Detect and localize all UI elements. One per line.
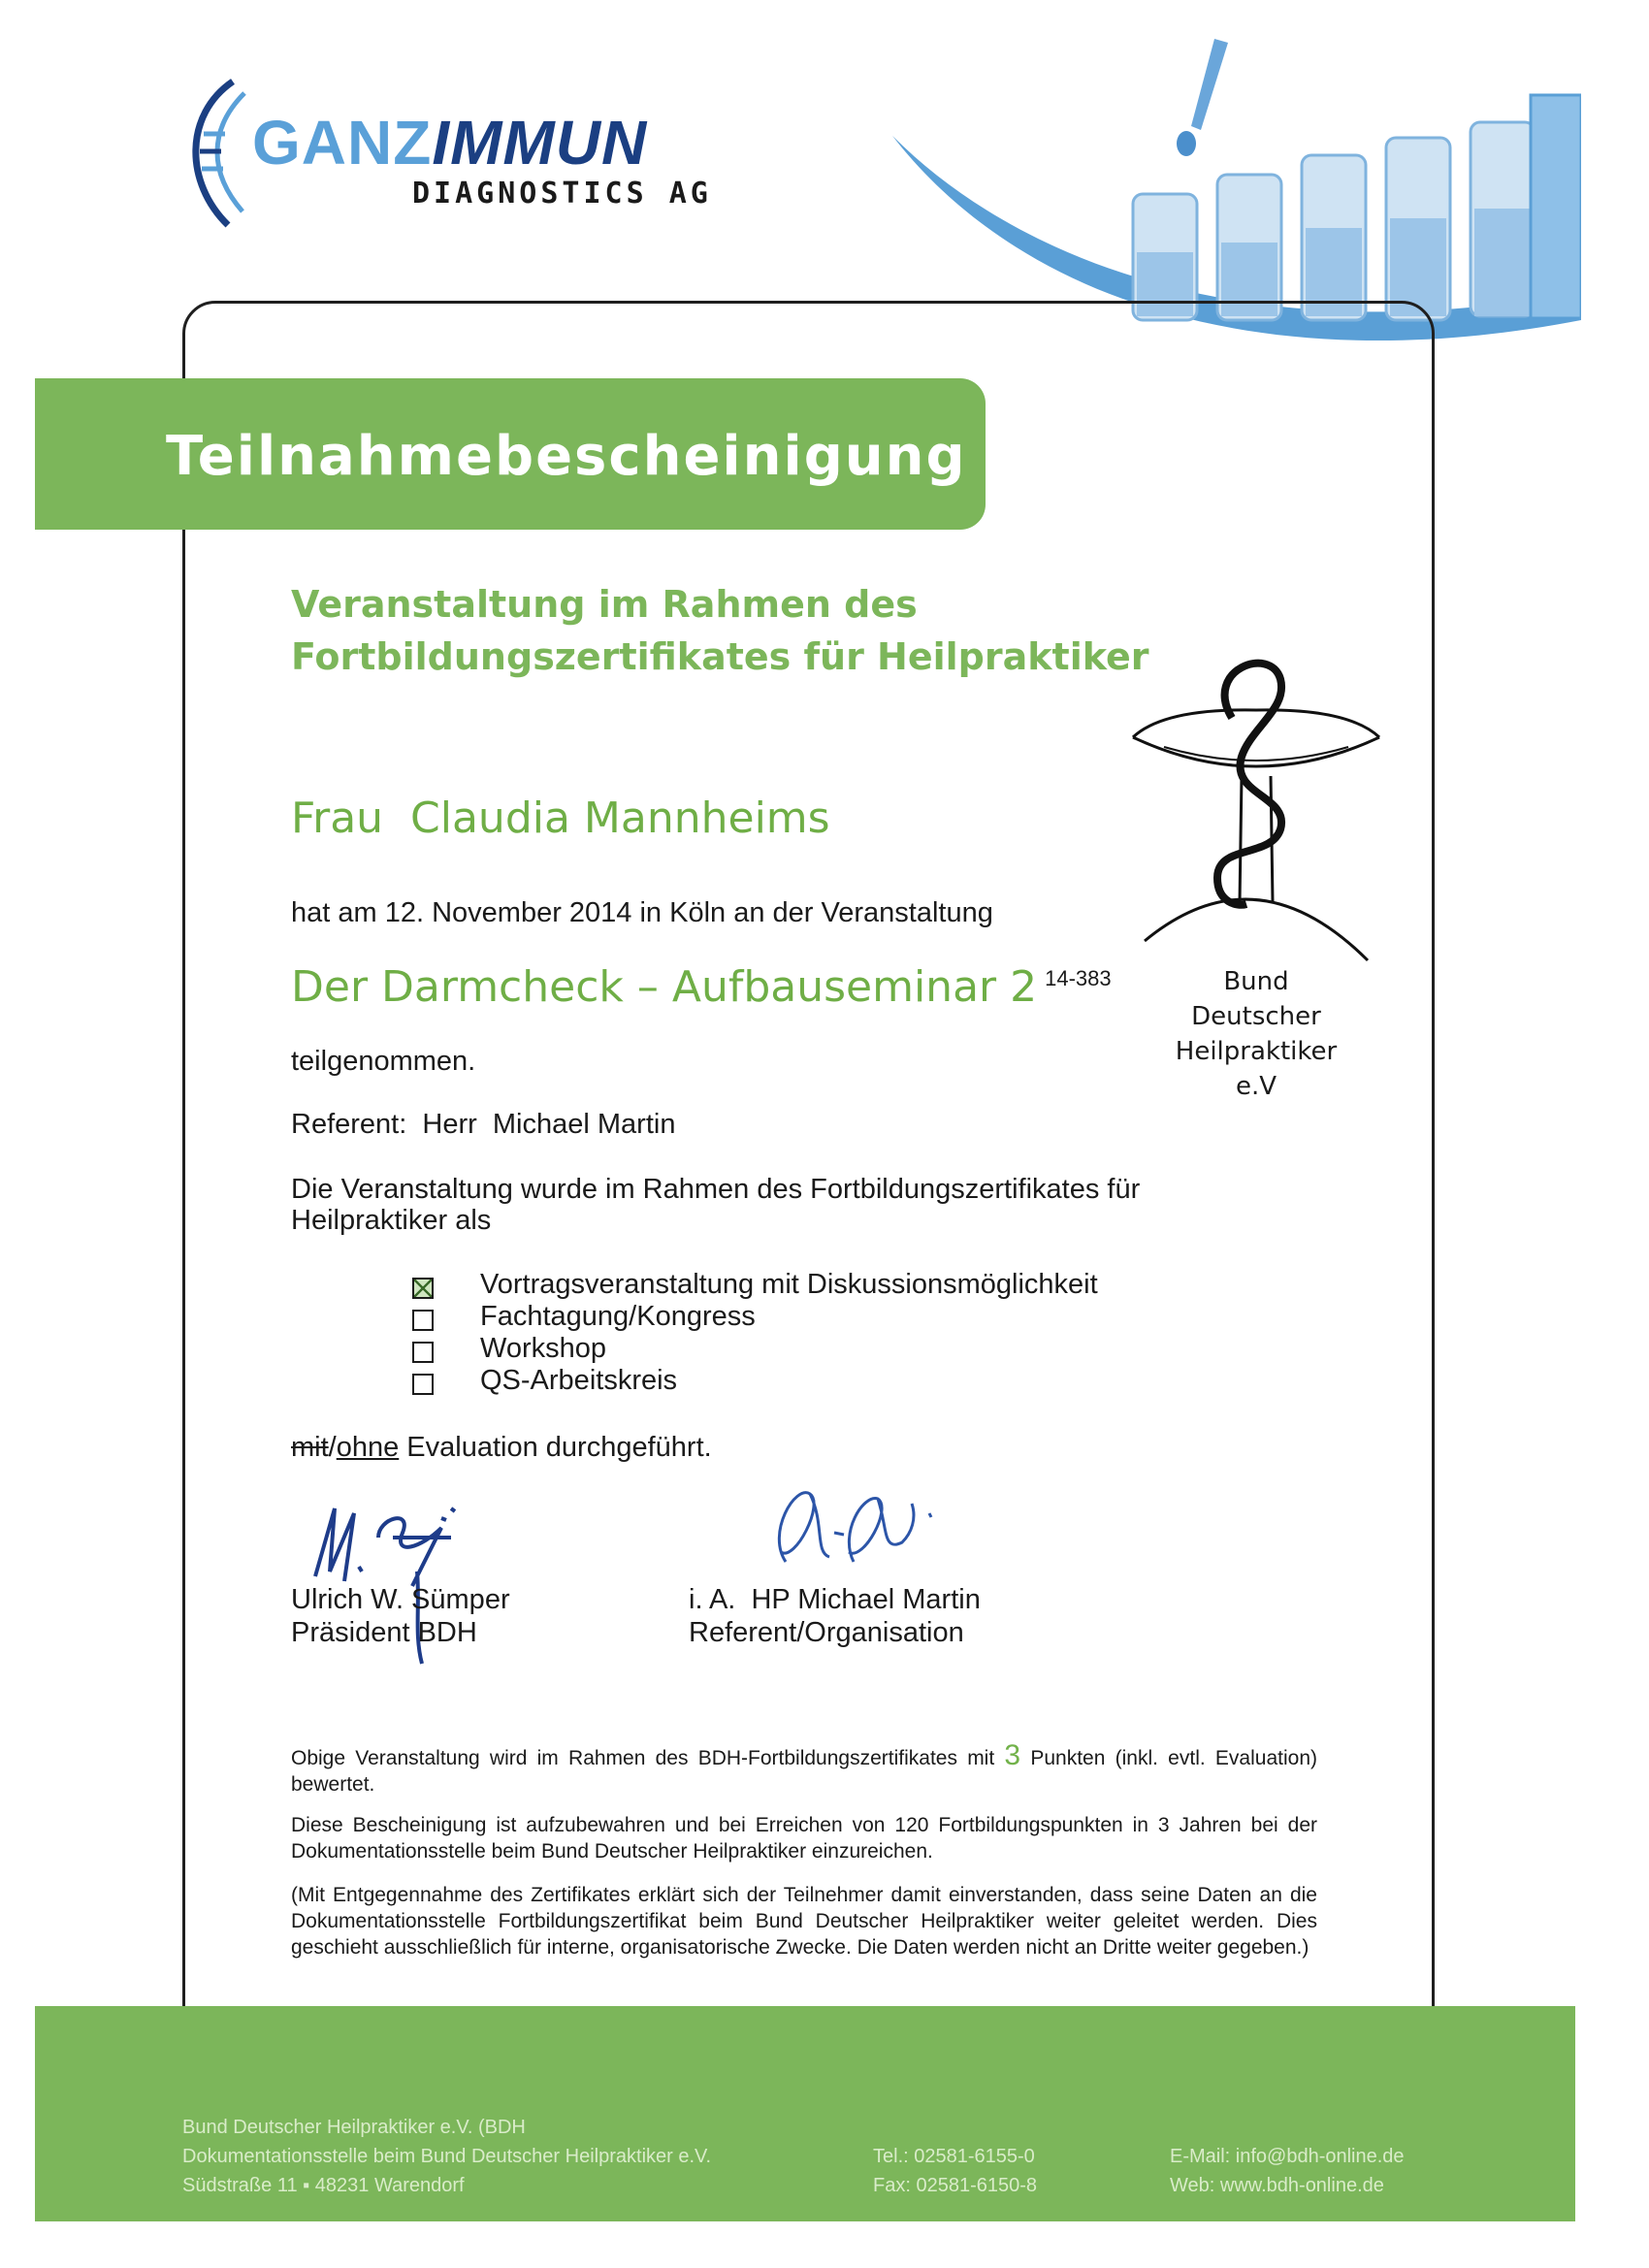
statement <box>291 1174 1140 1236</box>
evaluation-line <box>291 1432 712 1464</box>
checkbox <box>412 1374 434 1395</box>
signature-right-role: Referent/Organisation <box>689 1617 964 1648</box>
option-label: QS-Arbeitskreis <box>480 1365 678 1396</box>
subtitle-line-2: Fortbildungszertifikates für Heilpraktiker <box>291 635 1149 678</box>
statement-line-1: Die Veranstaltung wurde im Rahmen des Fortbildungszertifikates für <box>291 1174 1141 1205</box>
certificate-title: Teilnahmebescheinigung <box>166 425 967 488</box>
checkbox <box>412 1310 434 1331</box>
checkbox-checked <box>412 1278 434 1299</box>
title-band <box>35 378 986 530</box>
footer-office: Dokumentationsstelle beim Bund Deutscher Heilpraktiker e.V. <box>182 2146 712 2167</box>
bdh-label-line-2: Heilpraktiker e.V <box>1175 1037 1338 1101</box>
event-name: Der Darmcheck – Aufbauseminar 2 <box>291 962 1038 1012</box>
keep-note: Diese Bescheinigung ist aufzubewahren und bei Erreichen von 120 Fortbildungspunkten in 3 Jahren bei der Dokumentationsstelle beim Bund Deutscher Heilpraktiker einzureichen. <box>291 1814 1317 1863</box>
footer-phone-block <box>873 2142 1037 2200</box>
bdh-label-line-1: Bund Deutscher <box>1191 967 1321 1031</box>
footer-org: Bund Deutscher Heilpraktiker e.V. (BDH <box>182 2117 526 2138</box>
points-note-pre: Obige Veranstaltung wird im Rahmen des BDH-Fortbildungszertifikates mit <box>291 1747 995 1769</box>
points-note-post: Punkten (inkl. evtl. Evaluation) bewertet. <box>291 1747 1317 1796</box>
footer-web-block <box>1170 2142 1405 2200</box>
logo-ganz: GANZ <box>252 108 433 178</box>
option-label: Fachtagung/Kongress <box>480 1301 756 1332</box>
signature-right-block <box>689 1583 981 1649</box>
signature-left-role: Präsident BDH <box>291 1617 477 1648</box>
footer-address-block <box>182 2113 711 2200</box>
event-title <box>291 962 1112 1012</box>
logo-subtitle: DIAGNOSTICS AG <box>412 177 712 211</box>
speaker-line: Referent: Herr Michael Martin <box>291 1109 676 1140</box>
signature-right-name: i. A. HP Michael Martin <box>689 1584 981 1615</box>
bdh-label <box>1159 964 1353 1104</box>
signature-right-icon <box>757 1474 951 1581</box>
option-label: Workshop <box>480 1333 607 1364</box>
points-value: 3 <box>1004 1739 1021 1771</box>
statement-line-2: Heilpraktiker als <box>291 1205 492 1236</box>
footer-web: Web: www.bdh-online.de <box>1170 2175 1384 2196</box>
participated-text: teilgenommen. <box>291 1046 476 1077</box>
company-logo <box>252 107 647 178</box>
subtitle-line-1: Veranstaltung im Rahmen des <box>291 583 918 626</box>
consent-note: (Mit Entgegennahme des Zertifikates erklärt sich der Teilnehmer damit einverstanden, dass seine Daten an die Dokumentationsstelle Fortbildungszertifikat beim Bund Deutscher Heilpraktiker weiter geleitet werden. Dies geschieht ausschließlich für interne, organisatorische Zwecke. Die Daten werden nicht an Dritte weiter gegeben.) <box>291 1884 1317 1959</box>
checkbox <box>412 1342 434 1363</box>
signature-left-name: Ulrich W. Sümper <box>291 1584 510 1615</box>
date-line: hat am 12. November 2014 in Köln an der Veranstaltung <box>291 897 993 928</box>
evaluation-slash: / <box>328 1432 337 1463</box>
footer-tel: Tel.: 02581-6155-0 <box>873 2146 1035 2167</box>
event-code: 14-383 <box>1045 966 1112 990</box>
footer-band <box>35 2006 1575 2221</box>
subtitle <box>291 578 1148 683</box>
bdh-emblem-icon <box>1125 650 1387 970</box>
footer-address: Südstraße 11 ▪ 48231 Warendorf <box>182 2175 465 2196</box>
footer-email: E-Mail: info@bdh-online.de <box>1170 2146 1405 2167</box>
dna-logo-icon <box>175 76 252 231</box>
footer-fax: Fax: 02581-6150-8 <box>873 2175 1038 2196</box>
evaluation-mit: mit <box>291 1432 329 1463</box>
evaluation-rest: Evaluation durchgeführt. <box>399 1432 712 1463</box>
evaluation-ohne: ohne <box>336 1432 400 1463</box>
signature-left-block <box>291 1583 510 1649</box>
participant-name: Frau Claudia Mannheims <box>291 794 830 843</box>
option-label: Vortragsveranstaltung mit Diskussionsmöglichkeit <box>480 1269 1098 1300</box>
points-note <box>291 1739 1317 1798</box>
logo-immun: IMMUN <box>432 108 648 178</box>
